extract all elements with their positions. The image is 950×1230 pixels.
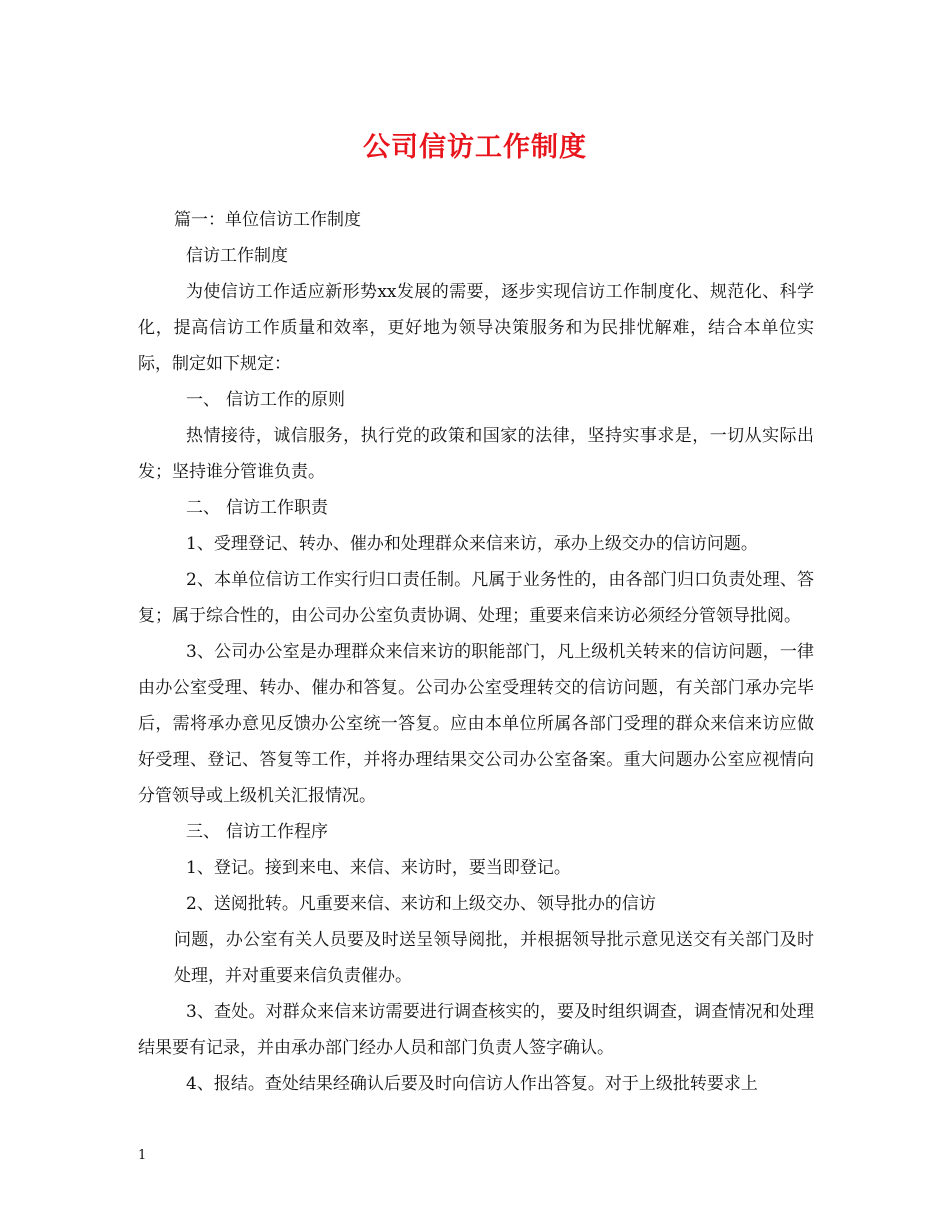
paragraph: 1、受理登记、转办、催办和处理群众来信来访，承办上级交办的信访问题。 xyxy=(186,534,758,554)
heading-number: 一、 xyxy=(186,390,220,410)
paragraph: 1、登记。接到来电、来信、来访时，要当即登记。 xyxy=(186,858,571,878)
heading-2 xyxy=(138,490,814,526)
subtitle: 信访工作制度 xyxy=(186,246,288,266)
heading-text: 信访工作职责 xyxy=(226,498,328,518)
heading-1 xyxy=(138,382,814,418)
document-title: 公司信访工作制度 xyxy=(363,132,587,163)
paragraph: 2、送阅批转。凡重要来信、来访和上级交办、领导批办的信访 xyxy=(186,894,656,914)
page-number: 1 xyxy=(138,1148,147,1163)
paragraph: 2、本单位信访工作实行归口责任制。凡属于业务性的，由各部门归口负责处理、答复；属于综合性的，由公司办公室负责协调、处理；重要来信来访必须经分管领导批阅。 xyxy=(138,570,814,626)
paragraph: 为使信访工作适应新形势xx发展的需要，逐步实现信访工作制度化、规范化、科学化，提高信访工作质量和效率，更好地为领导决策服务和为民排忧解难，结合本单位实际，制定如下规定： xyxy=(138,282,814,374)
heading-number: 二、 xyxy=(186,498,220,518)
heading-3 xyxy=(138,814,814,850)
section-heading: 篇一：单位信访工作制度 xyxy=(174,210,361,230)
heading-number: 三、 xyxy=(186,822,220,842)
paragraph: 4、报结。查处结果经确认后要及时向信访人作出答复。对于上级批转要求上 xyxy=(186,1074,758,1094)
paragraph: 3、查处。对群众来信来访需要进行调查核实的，要及时组织调查，调查情况和处理结果要有记录，并由承办部门经办人员和部门负责人签字确认。 xyxy=(138,1002,814,1058)
document-body xyxy=(138,202,814,1102)
paragraph: 问题，办公室有关人员要及时送呈领导阅批，并根据领导批示意见送交有关部门及时处理，并对重要来信负责催办。 xyxy=(174,930,814,986)
heading-text: 信访工作程序 xyxy=(226,822,328,842)
heading-text: 信访工作的原则 xyxy=(226,390,345,410)
paragraph: 热情接待，诚信服务，执行党的政策和国家的法律，坚持实事求是，一切从实际出发；坚持谁分管谁负责。 xyxy=(138,426,814,482)
paragraph: 3、公司办公室是办理群众来信来访的职能部门，凡上级机关转来的信访问题，一律由办公室受理、转办、催办和答复。公司办公室受理转交的信访问题，有关部门承办完毕后，需将承办意见反馈办公室统一答复。应由本单位所属各部门受理的群众来信来访应做好受理、登记、答复等工作，并将办理结果交公司办公室备案。重大问题办公室应视情向分管领导或上级机关汇报情况。 xyxy=(138,642,814,806)
